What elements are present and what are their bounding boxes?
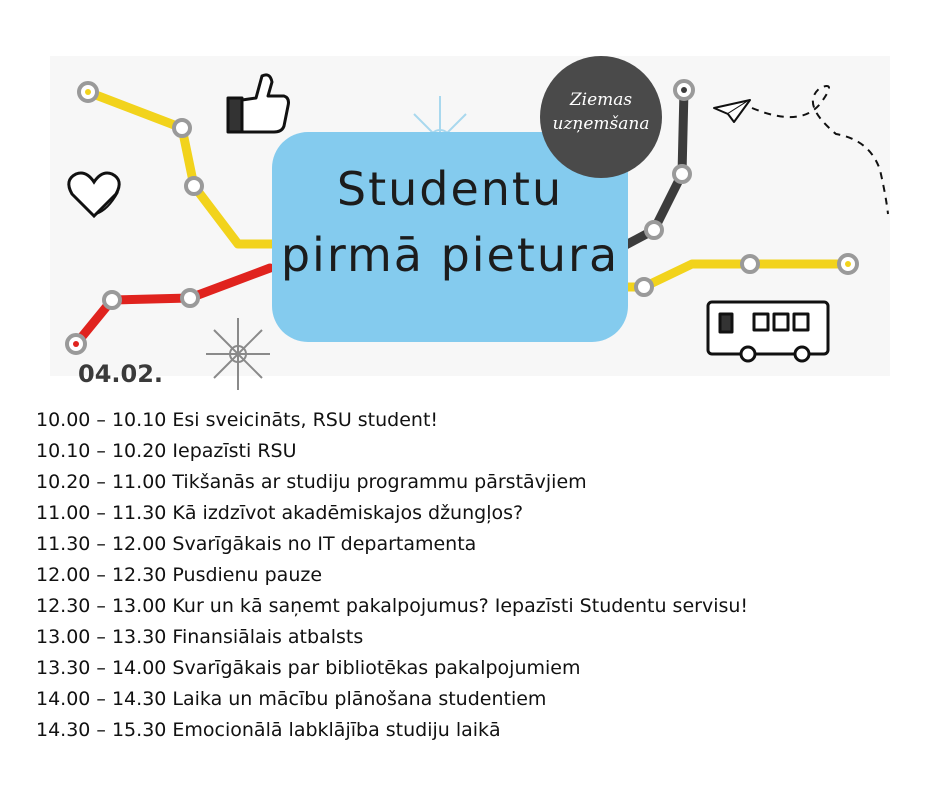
plane-trail xyxy=(752,86,888,214)
badge-line2: uzņemšana xyxy=(552,114,650,134)
badge-line1: Ziemas xyxy=(569,90,633,110)
schedule-item: 10.00 – 10.10 Esi sveicināts, RSU student! xyxy=(36,409,439,431)
station-dot xyxy=(646,222,662,238)
paper-plane-icon xyxy=(714,100,750,122)
station-dot xyxy=(674,166,690,182)
station-dot xyxy=(742,256,758,272)
schedule-item: 11.30 – 12.00 Svarīgākais no IT departamenta xyxy=(36,533,477,555)
station-dot xyxy=(104,292,120,308)
banner-title-line1: Studentu xyxy=(336,162,564,216)
schedule-item: 10.20 – 11.00 Tikšanās ar studiju programmu pārstāvjiem xyxy=(36,471,587,493)
snowflake-icon xyxy=(206,318,270,390)
banner-title-line2: pirmā pietura xyxy=(280,228,620,282)
schedule-item: 14.00 – 14.30 Laika un mācību plānošana studentiem xyxy=(36,688,547,710)
station-dot xyxy=(174,120,190,136)
schedule-item: 12.00 – 12.30 Pusdienu pauze xyxy=(36,564,323,586)
schedule-item: 12.30 – 13.00 Kur un kā saņemt pakalpojumus? Iepazīsti Studentu servisu! xyxy=(36,595,749,617)
event-date: 04.02. xyxy=(78,360,164,388)
schedule-item: 14.30 – 15.30 Emocionālā labklājība studiju laikā xyxy=(36,719,501,741)
schedule-item: 10.10 – 10.20 Iepazīsti RSU xyxy=(36,440,297,462)
heart-icon xyxy=(69,173,119,216)
schedule-item: 13.30 – 14.00 Svarīgākais par bibliotēkas pakalpojumiem xyxy=(36,657,581,679)
schedule-item: 11.00 – 11.30 Kā izdzīvot akadēmiskajos džungļos? xyxy=(36,502,524,524)
bus-icon xyxy=(708,302,828,361)
station-dot xyxy=(182,290,198,306)
thumbs-up-icon xyxy=(228,75,289,132)
schedule-list xyxy=(36,405,748,746)
station-dot xyxy=(636,279,652,295)
yellow-line-right xyxy=(620,264,848,287)
season-badge xyxy=(540,56,662,178)
schedule-item: 13.00 – 13.30 Finansiālais atbalsts xyxy=(36,626,364,648)
station-dot xyxy=(186,178,202,194)
